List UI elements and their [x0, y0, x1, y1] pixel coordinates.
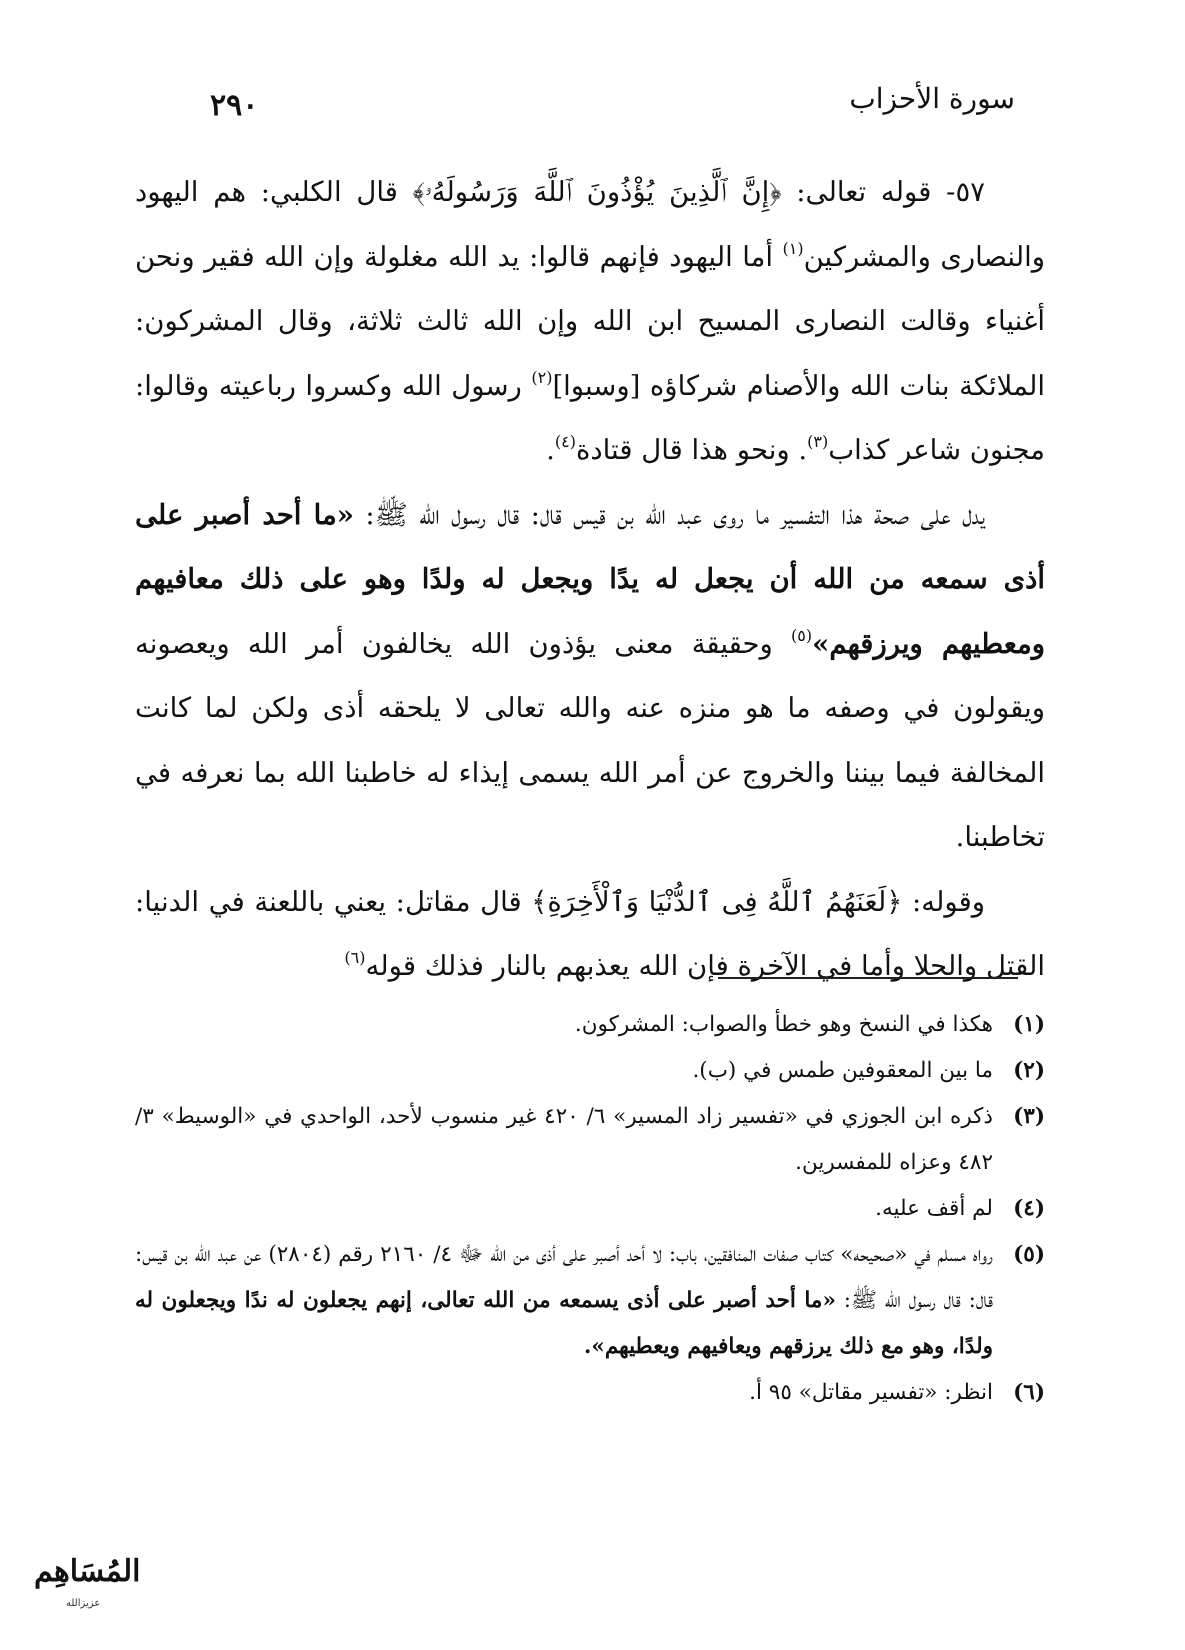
seal-subtext: عزيزالله [66, 1598, 101, 1609]
footnote-number: (٤) [1013, 1196, 1045, 1221]
footnote-ref: (٥) [791, 625, 813, 645]
footnote-item [135, 1002, 1045, 1048]
text-run: رواه مسلم في «صحيحه» كتاب صفات المنافقين، باب: لا أحد أصبر على أذى من الله ﷻ ٤/ ٢١٦٠ رقم (٢٨٠٤) عن عبد الله بن قيس: قال: قال رسول الله ﷺ: [135, 1242, 994, 1313]
text-run: . ونحو هذا قال قتادة [576, 434, 808, 466]
footnote-ref: (١) [782, 238, 804, 258]
page-header [210, 80, 1015, 140]
main-text [135, 160, 1045, 999]
text-run: أما اليهود فإنهم قالوا: يد الله مغلولة وإن الله فقير ونحن أغنياء وقالت النصارى المسيح ابن الله وإن الله ثالث ثلاثة، وقال المشركون: الملائكة بنات الله والأصنام شركاؤه [وسبوا] [135, 240, 1045, 402]
paragraph-3 [135, 870, 1045, 999]
footnote-text: هكذا في النسخ وهو خطأ والصواب: المشركون. [574, 1012, 993, 1037]
footnote-number: (٥) [1013, 1242, 1045, 1267]
library-seal-logo [26, 1548, 176, 1618]
footnote-text: لم أقف عليه. [875, 1196, 993, 1221]
footnote-item [135, 1048, 1045, 1094]
footnote-separator [718, 977, 1018, 979]
hadith-quote: «ما أحد أصبر على أذى يسمعه من الله تعالى، إنهم يجعلون له ندًا ويجعلون له ولدًا، وهو مع ذلك يرزقهم ويعافيهم ويعطيهم». [135, 1288, 993, 1359]
footnote-text: ما بين المعقوفين طمس في (ب). [692, 1058, 993, 1083]
footnote-text [135, 1232, 993, 1370]
text-run: يدل على صحة هذا التفسير ما روى عبد الله بن قيس قال: قال رسول الله ﷺ: [353, 498, 985, 531]
paragraph-2 [135, 483, 1045, 870]
text-run: قال مقاتل: يعني باللعنة في الدنيا: القتل والجلا وأما في الآخرة فإن الله يعذبهم بالنار فذلك قوله [135, 885, 1045, 982]
paragraph-1 [135, 160, 1045, 483]
footnote-ref: (٦) [344, 948, 366, 967]
text-run: وقوله: [902, 885, 985, 918]
footnote-number: (١) [1013, 1012, 1045, 1037]
footnote-number: (٢) [1013, 1058, 1045, 1083]
text-run: قال الكلبي: هم اليهود والنصارى والمشركين [135, 176, 1045, 273]
text-run: وحقيقة معنى يؤذون الله يخالفون أمر الله ويعصونه ويقولون في وصفه ما هو منزه عنه والله تعالى لا يلحقه أذى ولكن لما كانت المخالفة فيما بيننا والخروج عن أمر الله يسمى إيذاء له خاطبنا الله بما نعرفه في تخاطبنا. [135, 627, 1045, 853]
footnote-ref: (٣) [807, 432, 829, 451]
text-run: رسول الله وكسروا رباعيته وقالوا: مجنون شاعر كذاب [135, 369, 1045, 466]
footnote-text: انظر: «تفسير مقاتل» ٩٥ أ. [749, 1380, 993, 1405]
seal-text: المُسَاهِم [34, 1554, 141, 1589]
footnote-number: (٦) [1013, 1380, 1045, 1405]
page-number: ٢٩٠ [210, 88, 259, 123]
footnote-item [135, 1186, 1045, 1232]
quran-verse: ﴿إِنَّ ٱلَّذِينَ يُؤْذُونَ ٱللَّهَ وَرَسُولَهُۥ﴾ [412, 176, 782, 208]
footnote-item [135, 1232, 1045, 1370]
text-run: . [546, 434, 555, 466]
hadith-quote: «ما أحد أصبر على أذى سمعه من الله أن يجعل له يدًا ويجعل له ولدًا وهو على ذلك معافيهم ومعطيهم ويرزقهم» [135, 498, 1045, 660]
footnote-text: ذكره ابن الجوزي في «تفسير زاد المسير» ٦/ ٤٢٠ غير منسوب لأحد، الواحدي في «الوسيط» ٣/ ٤٨٢ وعزاه للمفسرين. [135, 1104, 993, 1175]
footnote-item [135, 1370, 1045, 1416]
footnotes [135, 1002, 1045, 1416]
footnote-item [135, 1094, 1045, 1186]
surah-title: سورة الأحزاب [849, 82, 1015, 115]
quran-verse: ﴿لَعَنَهُمُ ٱللَّهُ فِى ٱلدُّنْيَا وَٱلْأَخِرَةِ﴾ [531, 885, 903, 918]
footnote-number: (٣) [1013, 1104, 1045, 1129]
footnote-ref: (٤) [554, 432, 576, 451]
footnote-ref: (٢) [531, 367, 553, 387]
text-run: ٥٧- قوله تعالى: [781, 176, 985, 208]
